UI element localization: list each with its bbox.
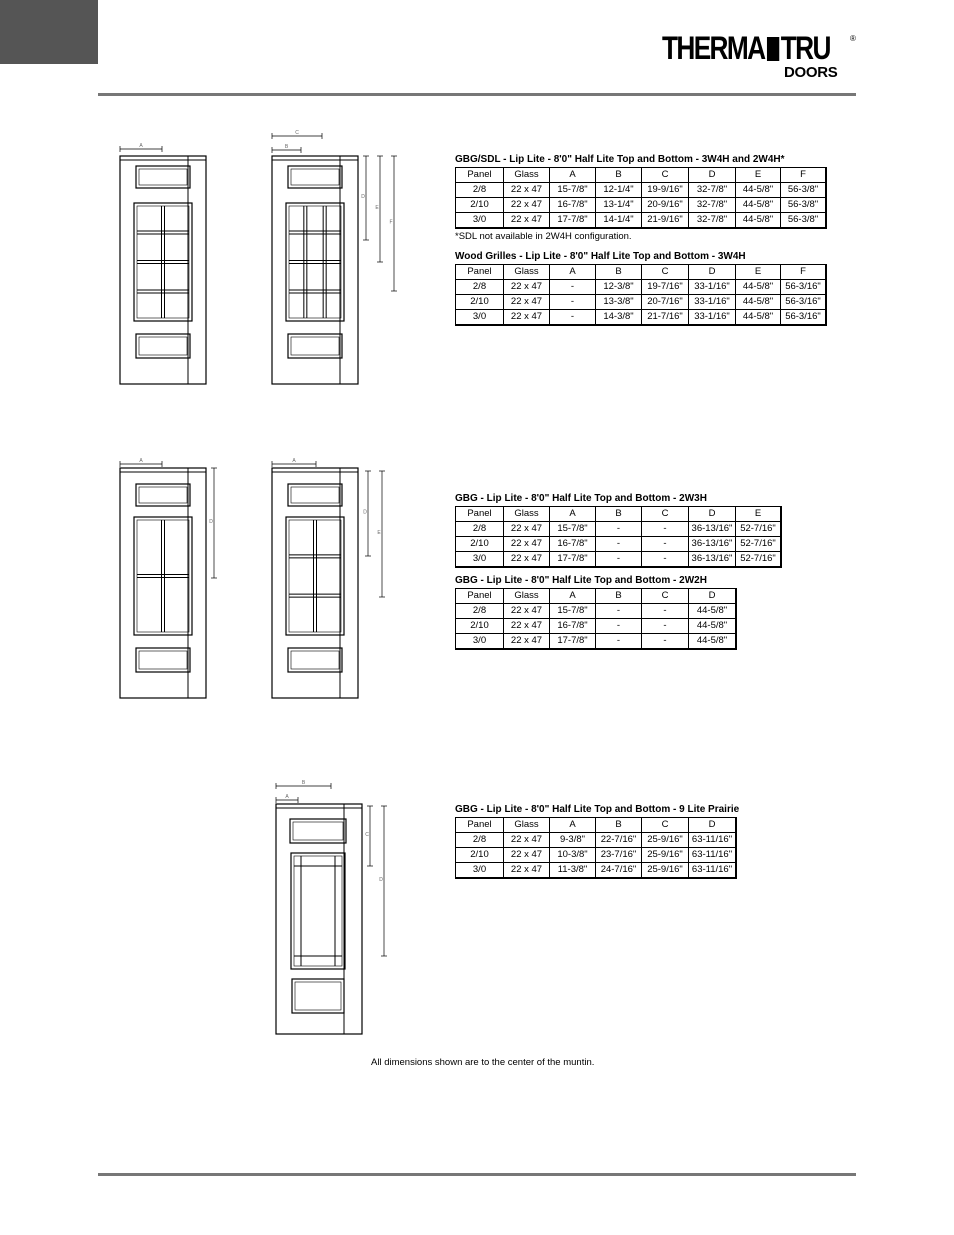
table-cell: 32-7/8" [689,213,736,229]
column-header: D [689,168,736,183]
table-cell: 25-9/16" [642,833,689,848]
table-row [456,295,827,310]
dimension-table [455,817,737,879]
glass-lite [288,334,342,358]
dimension-label: C [365,832,369,838]
dimension-label: A [285,794,289,800]
table-cell: 52-7/16" [736,522,782,537]
column-header: A [550,265,596,280]
table-cell: 17-7/8" [550,213,596,229]
dimension-label: C [295,130,299,136]
dimension-label: A [139,458,143,464]
table-cell: - [550,295,596,310]
glass-lite-inner [291,169,339,185]
glass-lite-inner [137,206,189,318]
table-cell: 16-7/8" [550,619,596,634]
table-cell: 2/8 [456,522,504,537]
glass-lite [288,166,342,188]
table-cell: 19-9/16" [642,183,689,198]
logo-text-left: THERMA [662,30,765,66]
table-row [456,604,737,619]
table-cell: 32-7/8" [689,183,736,198]
column-header: B [596,818,642,833]
table-cell: 56-3/8" [781,183,827,198]
table-cell: 33-1/16" [689,310,736,326]
column-header: C [642,168,689,183]
table-cell: 44-5/8" [736,198,781,213]
footer-note: All dimensions shown are to the center of the muntin. [371,1057,595,1068]
column-header: Panel [456,507,504,522]
table-cell: 24-7/16" [596,863,642,879]
table-cell: 63-11/16" [689,863,737,879]
table-cell: 32-7/8" [689,198,736,213]
table-row [456,863,737,879]
transom-lite [290,819,346,843]
table-cell: 14-3/8" [596,310,642,326]
table-title: Wood Grilles - Lip Lite - 8'0" Half Lite Top and Bottom - 3W4H [455,251,746,262]
table-cell: - [596,522,642,537]
table-row [456,183,827,198]
transom-lite-inner [293,822,343,840]
dimension-label: A [292,458,296,464]
table-cell: 12-1/4" [596,183,642,198]
table-cell: 2/10 [456,619,504,634]
glass-lite-inner [295,982,341,1010]
table-cell: 15-7/8" [550,183,596,198]
table-block-2w2h [455,575,737,650]
table-cell: - [596,552,642,568]
table-cell: 2/10 [456,295,504,310]
table-cell: - [642,522,689,537]
table-cell: 44-5/8" [736,295,781,310]
column-header: Panel [456,265,504,280]
table-cell: 22 x 47 [504,537,550,552]
glass-lite [136,648,190,672]
table-cell: - [550,280,596,295]
table-note: *SDL not available in 2W4H configuration. [455,231,632,242]
table-cell: 3/0 [456,552,504,568]
table-cell: 56-3/16" [781,310,827,326]
table-row [456,634,737,650]
table-title: GBG - Lip Lite - 8'0" Half Lite Top and Bottom - 2W2H [455,575,707,586]
glass-lite [286,203,344,321]
column-header: A [550,818,596,833]
dimension-label: D [209,519,213,525]
table-cell: 20-7/16" [642,295,689,310]
table-cell: 52-7/16" [736,537,782,552]
table-cell: 44-5/8" [689,634,737,650]
table-cell: 2/10 [456,848,504,863]
table-block-2w3h [455,493,782,568]
table-cell: - [642,619,689,634]
column-header: Glass [504,589,550,604]
table-cell: 12-3/8" [596,280,642,295]
table-cell: 33-1/16" [689,295,736,310]
table-cell: - [596,619,642,634]
dimension-label: E [377,530,381,536]
table-cell: 22 x 47 [504,863,550,879]
dimension-label: B [284,144,289,150]
glass-lite [136,166,190,188]
dimension-label: E [375,205,379,211]
column-header: E [736,265,781,280]
door-outline [120,468,206,698]
column-header: Panel [456,818,504,833]
glass-lite [134,203,192,321]
table-cell: 22 x 47 [504,604,550,619]
table-cell: 22 x 47 [504,183,550,198]
table-cell: 2/8 [456,280,504,295]
column-header: A [550,589,596,604]
table-row [456,198,827,213]
column-header: A [550,507,596,522]
table-header-row [456,507,782,522]
table-cell: - [642,537,689,552]
logo-subtitle: DOORS [784,64,838,81]
table-cell: 36-13/16" [689,552,736,568]
table-block-9-lite-prairie [455,804,739,879]
table-cell: 22 x 47 [504,280,550,295]
table-cell: 63-11/16" [689,833,737,848]
table-cell: - [550,310,596,326]
table-cell: 36-13/16" [689,522,736,537]
table-cell: 14-1/4" [596,213,642,229]
dimension-label: D [361,194,365,200]
table-title: GBG - Lip Lite - 8'0" Half Lite Top and Bottom - 2W3H [455,493,707,504]
table-title: GBG/SDL - Lip Lite - 8'0" Half Lite Top and Bottom - 3W4H and 2W4H* [455,154,785,165]
table-header-row [456,589,737,604]
glass-lite [288,648,342,672]
glass-lite-inner [139,651,187,669]
table-cell: 13-3/8" [596,295,642,310]
door-outline [276,804,362,1034]
column-header: Panel [456,168,504,183]
table-cell: 36-13/16" [689,537,736,552]
door-diagrams [120,130,397,1034]
column-header: Glass [504,265,550,280]
table-cell: 2/8 [456,833,504,848]
table-block-3w4h-gbg-sdl [455,154,827,243]
table-cell: 56-3/16" [781,280,827,295]
table-cell: 20-9/16" [642,198,689,213]
glass-lite-inner [289,206,341,318]
glass-lite-inner [139,337,187,355]
column-header: F [781,265,827,280]
table-row [456,848,737,863]
glass-lite [286,517,344,635]
table-cell: 22 x 47 [504,213,550,229]
table-cell: 22 x 47 [504,522,550,537]
column-header: E [736,168,781,183]
table-cell: 9-3/8" [550,833,596,848]
glass-lite-inner [139,169,187,185]
column-header: B [596,265,642,280]
column-header: C [642,589,689,604]
table-cell: 25-9/16" [642,848,689,863]
table-block-3w4h-wood-grilles [455,251,827,326]
table-row [456,833,737,848]
glass-lite-inner [291,337,339,355]
table-row [456,522,782,537]
dimension-table [455,588,737,650]
dimension-label: A [139,143,143,149]
logo-registered-mark: ® [850,34,856,43]
glass-lite-inner [137,520,189,632]
table-row [456,213,827,229]
table-cell: 15-7/8" [550,522,596,537]
table-cell: 56-3/16" [781,295,827,310]
table-cell: 44-5/8" [736,310,781,326]
glass-lite-inner [139,487,187,503]
table-cell: 3/0 [456,634,504,650]
column-header: B [596,168,642,183]
dimension-table [455,167,827,229]
door-outline [272,156,358,384]
column-header: D [689,507,736,522]
table-cell: 22 x 47 [504,552,550,568]
glass-lite-inner [289,520,341,632]
table-cell: 56-3/8" [781,198,827,213]
table-cell: 56-3/8" [781,213,827,229]
glass-lite [134,517,192,635]
table-cell: 44-5/8" [736,183,781,198]
table-cell: 21-7/16" [642,310,689,326]
column-header: A [550,168,596,183]
column-header: Glass [504,818,550,833]
column-header: Panel [456,589,504,604]
column-header: D [689,265,736,280]
table-cell: 22 x 47 [504,634,550,650]
logo-text-right: TRU [780,30,830,66]
table-cell: 44-5/8" [736,213,781,229]
column-header: B [596,507,642,522]
table-cell: 17-7/8" [550,634,596,650]
dimension-table [455,264,827,326]
table-cell: 2/8 [456,183,504,198]
dimension-label: D [379,877,383,883]
glass-lite-inner [291,487,339,503]
column-header: D [689,818,737,833]
table-cell: - [642,604,689,619]
table-row [456,310,827,326]
table-header-row [456,818,737,833]
table-cell: 16-7/8" [550,198,596,213]
table-cell: 44-5/8" [736,280,781,295]
table-cell: - [596,604,642,619]
table-cell: - [596,634,642,650]
table-cell: 22 x 47 [504,295,550,310]
glass-lite [292,979,344,1013]
dimension-label: F [389,219,393,226]
table-cell: 3/0 [456,213,504,229]
table-cell: 3/0 [456,310,504,326]
table-cell: 44-5/8" [689,604,737,619]
dimension-label: B [301,780,306,786]
door-outline [120,156,206,384]
table-cell: - [642,634,689,650]
table-cell: 13-1/4" [596,198,642,213]
table-cell: 22 x 47 [504,848,550,863]
table-row [456,552,782,568]
glass-lite [136,334,190,358]
table-cell: 15-7/8" [550,604,596,619]
table-title: GBG - Lip Lite - 8'0" Half Lite Top and Bottom - 9 Lite Prairie [455,804,740,815]
table-cell: 17-7/8" [550,552,596,568]
table-cell: 3/0 [456,863,504,879]
table-header-row [456,265,827,280]
table-row [456,619,737,634]
column-header: F [781,168,827,183]
table-cell: 22 x 47 [504,198,550,213]
table-cell: 22 x 47 [504,619,550,634]
column-header: C [642,818,689,833]
column-header: E [736,507,782,522]
table-cell: 11-3/8" [550,863,596,879]
table-cell: 2/10 [456,198,504,213]
table-cell: 25-9/16" [642,863,689,879]
table-cell: 22 x 47 [504,310,550,326]
table-cell: 10-3/8" [550,848,596,863]
table-cell: 2/8 [456,604,504,619]
table-cell: 52-7/16" [736,552,782,568]
glass-lite-inner [291,651,339,669]
door-outline [272,468,358,698]
dimension-label: D [363,509,367,516]
column-header: Glass [504,168,550,183]
table-cell: 16-7/8" [550,537,596,552]
table-cell: 22-7/16" [596,833,642,848]
column-header: B [596,589,642,604]
glass-lite [291,853,345,969]
table-cell: 33-1/16" [689,280,736,295]
table-row [456,537,782,552]
table-cell: - [642,552,689,568]
table-cell: 21-9/16" [642,213,689,229]
table-cell: - [596,537,642,552]
column-header: C [642,507,689,522]
table-cell: 2/10 [456,537,504,552]
table-cell: 44-5/8" [689,619,737,634]
table-cell: 19-7/16" [642,280,689,295]
dimension-table [455,506,782,568]
table-header-row [456,168,827,183]
column-header: Glass [504,507,550,522]
table-cell: 22 x 47 [504,833,550,848]
table-cell: 23-7/16" [596,848,642,863]
table-cell: 63-11/16" [689,848,737,863]
table-row [456,280,827,295]
column-header: C [642,265,689,280]
column-header: D [689,589,737,604]
